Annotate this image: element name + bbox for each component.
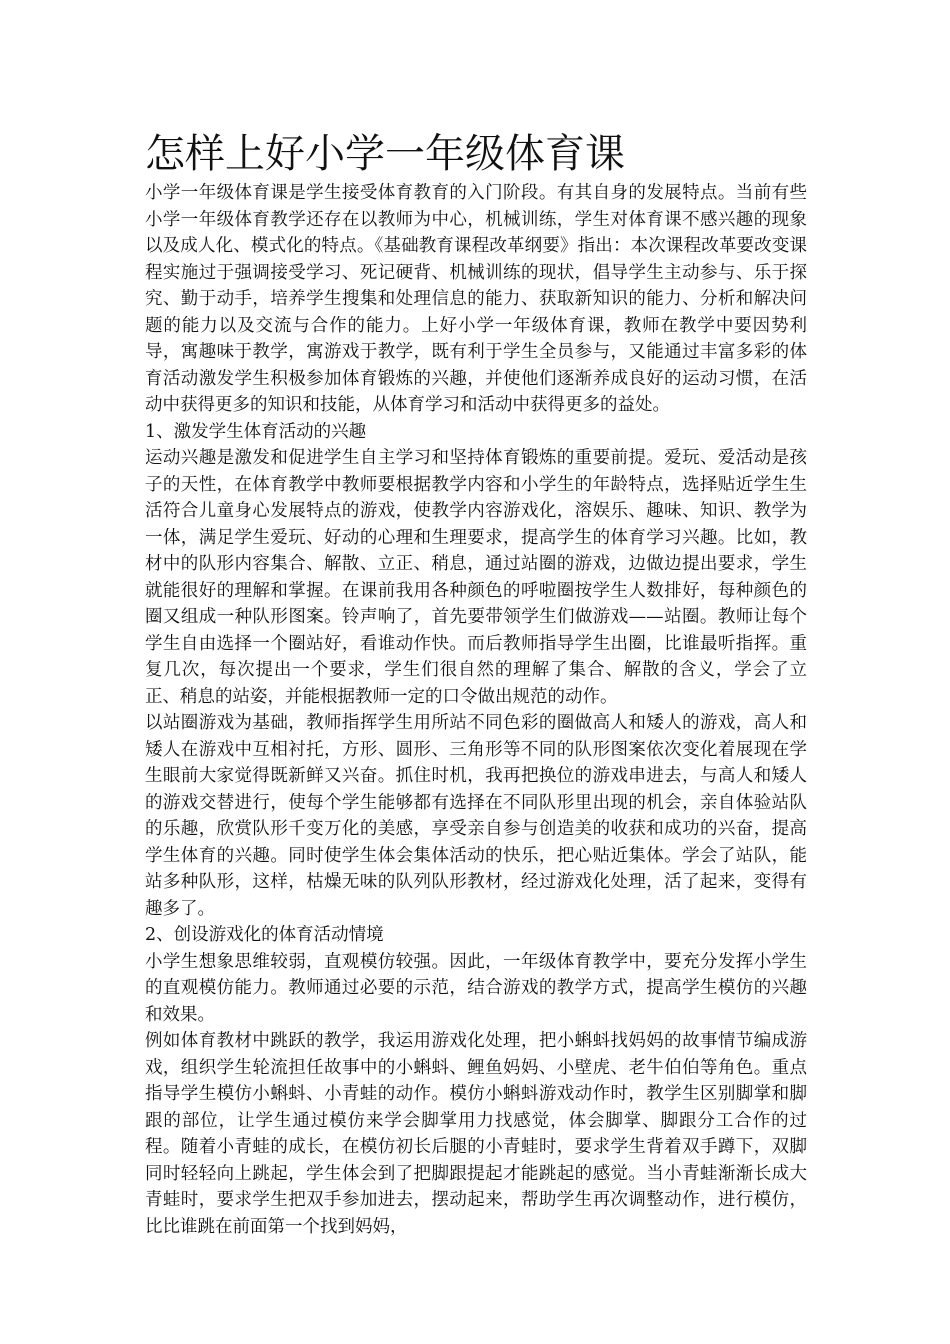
intro-paragraph: 小学一年级体育课是学生接受体育教育的入门阶段。有其自身的发展特点。当前有些小学一年级体育教学还存在以教师为中心，机械训练，学生对体育课不感兴趣的现象以及成人化、模式化的特点。《基础教育课程改革纲要》指出：本次课程改革要改变课程实施过于强调接受学习、死记硬背、机械训练的现状，倡导学生主动参与、乐于探究、勤于动手，培养学生搜集和处理信息的能力、获取新知识的能力、分析和解决问题的能力以及交流与合作的能力。上好小学一年级体育课，教师在教学中要因势利导，寓趣味于教学，寓游戏于教学，既有利于学生全员参与，又能通过丰富多彩的体育活动激发学生积极参加体育锻炼的兴趣，并使他们逐渐养成良好的运动习惯，在活动中获得更多的知识和技能，从体育学习和活动中获得更多的益处。 [145, 183, 807, 415]
section-heading-1: 1、激发学生体育活动的兴趣 [145, 421, 367, 442]
body-paragraph: 小学生想象思维较弱，直观模仿较强。因此，一年级体育教学中，要充分发挥小学生的直观模仿能力。教师通过必要的示范，结合游戏的教学方式，提高学生模仿的兴趣和效果。 [145, 951, 807, 1025]
body-paragraph: 例如体育教材中跳跃的教学，我运用游戏化处理，把小蝌蚪找妈妈的故事情节编成游戏，组织学生轮流担任故事中的小蝌蚪、鲤鱼妈妈、小壁虎、老牛伯伯等角色。重点指导学生模仿小蝌蚪、小青蛙的动作。模仿小蝌蚪游戏动作时，教学生区别脚掌和脚跟的部位，让学生通过模仿来学会脚掌用力找感觉，体会脚掌、脚跟分工合作的过程。随着小青蛙的成长，在模仿初长后腿的小青蛙时，要求学生背着双手蹲下，双脚同时轻轻向上跳起，学生体会到了把脚跟提起才能跳起的感觉。当小青蛙渐渐长成大青蛙时，要求学生把双手参加进去，摆动起来，帮助学生再次调整动作，进行模仿，比比谁跳在前面第一个找到妈妈， [145, 1031, 807, 1237]
document-page [145, 128, 807, 1240]
body-paragraph: 以站圈游戏为基础，教师指挥学生用所站不同色彩的圈做高人和矮人的游戏，高人和矮人在游戏中互相衬托，方形、圆形、三角形等不同的队形图案依次变化着展现在学生眼前大家觉得既新鲜又兴奋。抓住时机，我再把换位的游戏串进去，与高人和矮人的游戏交替进行，使每个学生能够都有选择在不同队形里出现的机会，亲自体验站队的乐趣，欣赏队形千变万化的美感，享受亲自参与创造美的收获和成功的兴奋，提高学生体育的兴趣。同时使学生体会集体活动的快乐，把心贴近集体。学会了站队，能站多种队形，这样，枯燥无味的队列队形教材，经过游戏化处理，活了起来，变得有趣多了。 [145, 713, 807, 919]
body-paragraph: 运动兴趣是激发和促进学生自主学习和坚持体育锻炼的重要前提。爱玩、爱活动是孩子的天性，在体育教学中教师要根据教学内容和小学生的年龄特点，选择贴近学生生活符合儿童身心发展特点的游戏，使教学内容游戏化，溶娱乐、趣味、知识、教学为一体，满足学生爱玩、好动的心理和生理要求，提高学生的体育学习兴趣。比如，教材中的队形内容集合、解散、立正、稍息，通过站圈的游戏，边做边提出要求，学生就能很好的理解和掌握。在课前我用各种颜色的呼啦圈按学生人数排好，每种颜色的圈又组成一种队形图案。铃声响了，首先要带领学生们做游戏——站圈。教师让每个学生自由选择一个圈站好，看谁动作快。而后教师指导学生出圈，比谁最听指挥。重复几次，每次提出一个要求，学生们很自然的理解了集合、解散的含义，学会了立正、稍息的站姿，并能根据教师一定的口令做出规范的动作。 [145, 448, 807, 707]
page-title: 怎样上好小学一年级体育课 [145, 131, 625, 177]
section-heading-2: 2、创设游戏化的体育活动情境 [145, 925, 384, 945]
